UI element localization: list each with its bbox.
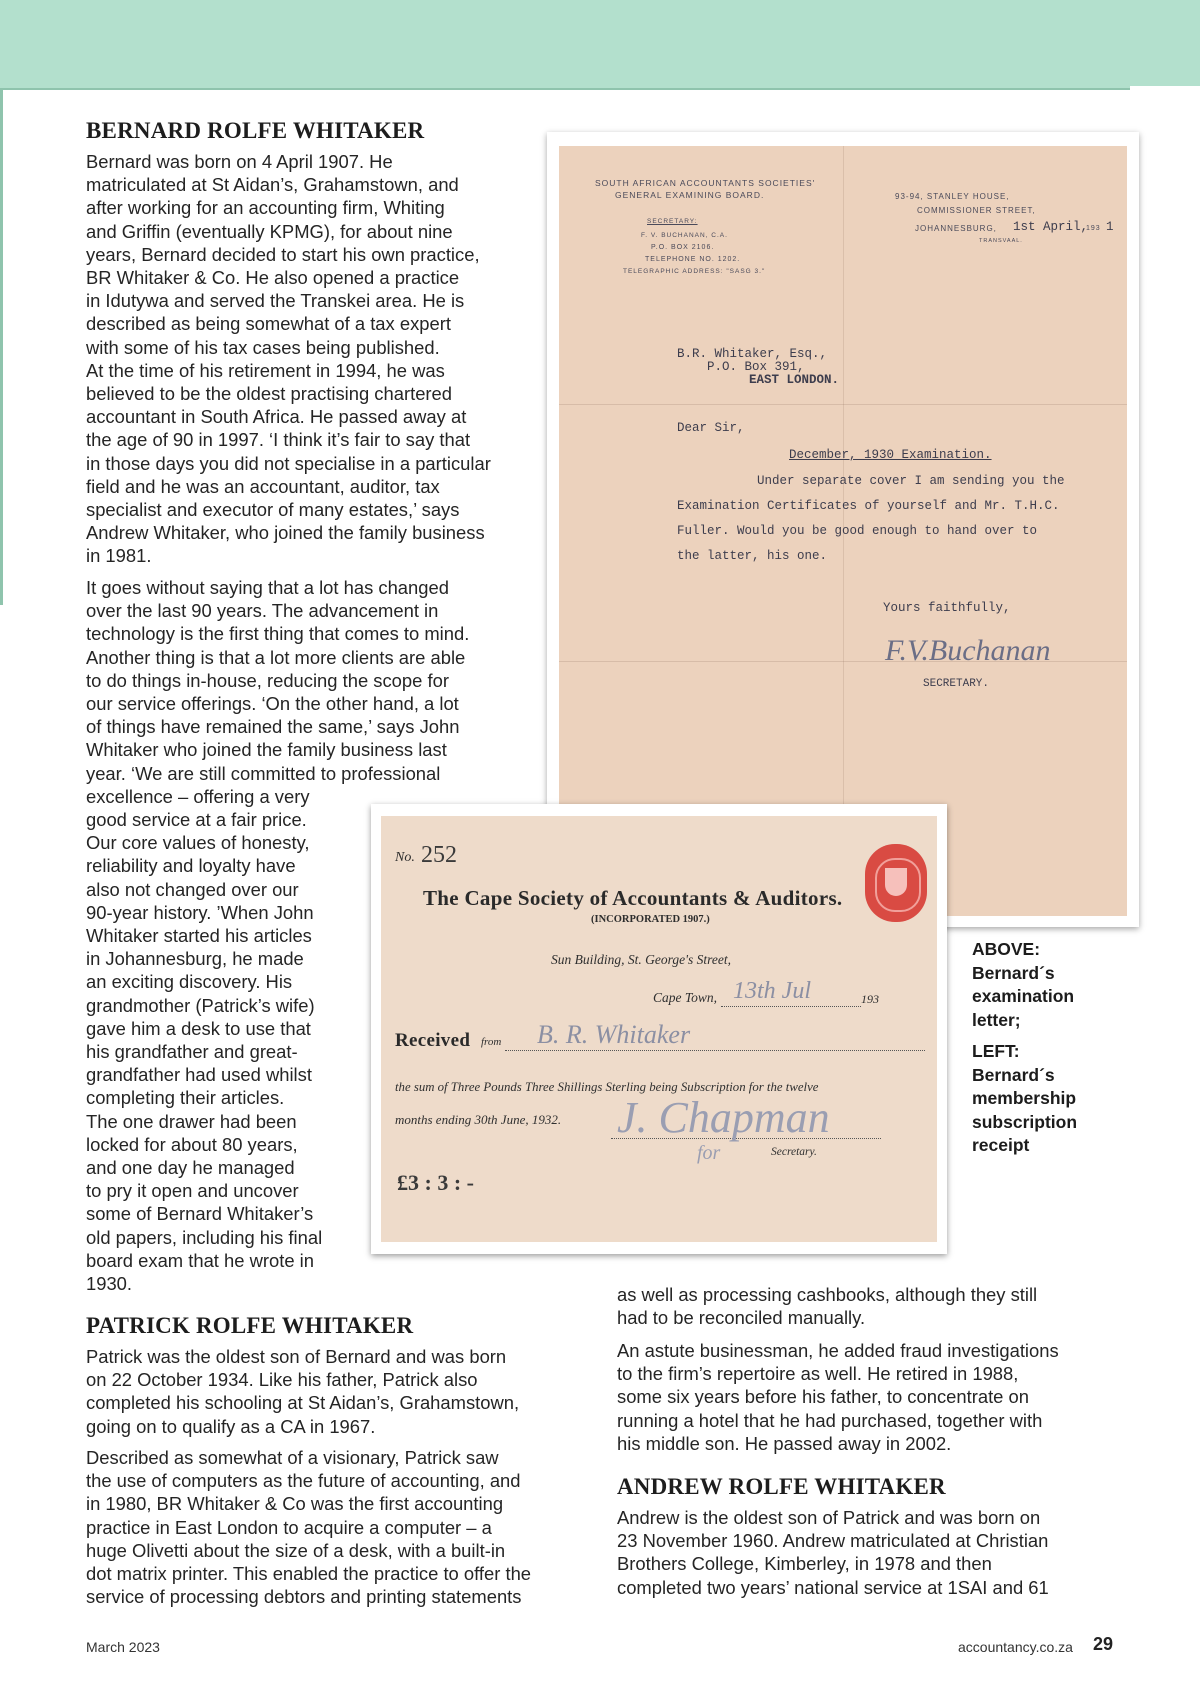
letter-addr-province: TRANSVAAL.	[979, 238, 1023, 244]
heading-patrick: PATRICK ROLFE WHITAKER	[86, 1313, 414, 1338]
text-line: technology is the first thing that comes to mind.	[86, 623, 470, 645]
paragraph-andrew-1	[617, 1506, 1049, 1599]
receipt-sum-line: the sum of Three Pounds Three Shillings Sterling being Subscription for the twelve	[395, 1080, 819, 1094]
text-line: 90-year history. ’When John	[86, 901, 314, 923]
text-line: grandmother (Patrick’s wife)	[86, 994, 315, 1016]
text-line: specialist and executor of many estates,’ says	[86, 499, 460, 521]
text-line: Bernard´s	[972, 962, 1055, 983]
text-line: running a hotel that he had purchased, together with	[617, 1409, 1043, 1431]
red-revenue-stamp	[865, 844, 927, 922]
text-line: year. ‘We are still committed to professional	[86, 762, 441, 784]
letter-recipient-line1: B.R. Whitaker, Esq.,	[677, 347, 828, 361]
paragraph-patrick-3	[617, 1283, 1037, 1329]
text-line: over the last 90 years. The advancement in	[86, 600, 439, 622]
text-line: to pry it open and uncover	[86, 1180, 299, 1202]
text-line: Andrew Whitaker, who joined the family business	[86, 522, 485, 544]
receipt-number-prefix: No.	[395, 850, 415, 865]
text-line: good service at a fair price.	[86, 809, 307, 831]
text-line: some of Bernard Whitaker’s	[86, 1203, 314, 1225]
subscription-receipt-photo	[371, 804, 947, 1254]
letter-date-year-prefix: 193	[1086, 225, 1101, 232]
text-line: as well as processing cashbooks, although they still	[617, 1284, 1038, 1305]
letter-secretary-name: F. V. BUCHANAN, C.A.	[641, 232, 728, 239]
letter-date-year-suffix: 1	[1106, 220, 1114, 234]
text-line: Patrick was the oldest son of Bernard and was born	[86, 1346, 507, 1367]
left-margin-rule	[0, 90, 3, 605]
letter-signature: F.V.Buchanan	[885, 634, 1051, 667]
receipt-year-prefix: 193	[861, 992, 879, 1006]
receipt-signature-handwritten: J. Chapman	[617, 1093, 830, 1142]
text-line: old papers, including his final	[86, 1226, 323, 1248]
text-line: and one day he managed	[86, 1157, 295, 1179]
caption-left-text	[972, 1064, 1077, 1158]
text-line: Brothers College, Kimberley, in 1978 and then	[617, 1553, 992, 1575]
caption-above-label: ABOVE:	[972, 939, 1041, 959]
text-line: in Johannesburg, he made	[86, 948, 304, 970]
text-line: in 1981.	[86, 545, 152, 567]
letter-telephone: TELEPHONE NO. 1202.	[645, 256, 741, 263]
letter-body-line3: Fuller. Would you be good enough to hand over to	[677, 524, 1038, 538]
text-line: Our core values of honesty,	[86, 832, 310, 854]
text-line: Whitaker who joined the family business last	[86, 739, 447, 761]
text-line: practice in East London to acquire a computer – a	[86, 1516, 492, 1538]
text-line: Bernard´s	[972, 1064, 1055, 1085]
receipt-months-line: months ending 30th June, 1932.	[395, 1112, 562, 1127]
text-line: the age of 90 in 1997. ‘I think it’s fair to say that	[86, 429, 471, 451]
text-line: locked for about 80 years,	[86, 1133, 298, 1155]
letter-addr-city: JOHANNESBURG,	[915, 224, 997, 233]
text-line: BR Whitaker & Co. He also opened a practice	[86, 267, 460, 289]
text-line: service of processing debtors and printing statements	[86, 1586, 522, 1608]
caption-above-text	[972, 962, 1074, 1033]
text-line: matriculated at St Aidan’s, Grahamstown, and	[86, 174, 459, 196]
stamp-crest-icon	[885, 868, 907, 896]
text-line: completing their articles.	[86, 1087, 285, 1109]
letter-secretary-label: SECRETARY:	[647, 218, 698, 225]
caption-left	[972, 1040, 1077, 1158]
text-line: An astute businessman, he added fraud investigations	[617, 1340, 1059, 1361]
letter-org-line2: GENERAL EXAMINING BOARD.	[615, 190, 765, 200]
text-line: completed his schooling at St Aidan’s, Grahamstown,	[86, 1392, 520, 1414]
paragraph-patrick-4	[617, 1339, 1059, 1455]
text-line: Bernard was born on 4 April 1907. He	[86, 151, 393, 172]
text-line: believed to be the oldest practising chartered	[86, 383, 452, 405]
letter-addr-line2: COMMISSIONER STREET,	[917, 206, 1036, 215]
text-line: of things have remained the same,’ says John	[86, 716, 460, 738]
paragraph-bernard-1	[86, 150, 491, 568]
text-line: 1930.	[86, 1273, 133, 1295]
text-line: Andrew is the oldest son of Patrick and was born on	[617, 1507, 1041, 1528]
text-line: letter;	[972, 1009, 1021, 1030]
header-band-rule	[0, 88, 1130, 90]
receipt-payer-line	[505, 1050, 925, 1051]
letter-signoff-title: SECRETARY.	[923, 678, 990, 690]
receipt-from-label: from	[481, 1036, 502, 1048]
letter-po-box: P.O. BOX 2106.	[651, 244, 715, 251]
text-line: excellence – offering a very	[86, 785, 310, 807]
letter-salutation: Dear Sir,	[677, 421, 745, 435]
text-line: grandfather had used whilst	[86, 1064, 312, 1086]
receipt-address: Sun Building, St. George's Street,	[551, 952, 731, 967]
header-band-extension	[1130, 0, 1200, 86]
receipt-amount: £3 : 3 : -	[397, 1170, 474, 1195]
text-line: with some of his tax cases being published.	[86, 336, 440, 358]
text-line: his grandfather and great-	[86, 1041, 298, 1063]
receipt-received-label: Received	[395, 1030, 471, 1051]
text-line: also not changed over our	[86, 878, 299, 900]
text-line: and Griffin (eventually KPMG), for about nine	[86, 220, 453, 242]
text-line: in Idutywa and served the Transkei area. He is	[86, 290, 465, 312]
receipt-city: Cape Town,	[653, 990, 718, 1005]
text-line: subscription	[972, 1111, 1078, 1132]
text-line: Described as somewhat of a visionary, Patrick saw	[86, 1447, 499, 1468]
text-line: on 22 October 1934. Like his father, Patrick also	[86, 1369, 478, 1391]
text-line: Whitaker started his articles	[86, 925, 312, 947]
receipt-payer-handwritten: B. R. Whitaker	[537, 1020, 691, 1049]
text-line: to do things in-house, reducing the scope for	[86, 669, 449, 691]
letter-body-line2: Examination Certificates of yourself and Mr. T.H.C.	[677, 499, 1060, 513]
text-line: in 1980, BR Whitaker & Co was the first accounting	[86, 1493, 504, 1515]
text-line: after working for an accounting firm, Whiting	[86, 197, 445, 219]
text-line: accountant in South Africa. He passed away at	[86, 406, 467, 428]
letter-org-line1: SOUTH AFRICAN ACCOUNTANTS SOCIETIES'	[595, 178, 816, 188]
receipt-incorporated: (INCORPORATED 1907.)	[591, 914, 710, 925]
letter-telegraphic: TELEGRAPHIC ADDRESS: "SASG 3."	[623, 268, 766, 275]
text-line: reliability and loyalty have	[86, 855, 296, 877]
caption-left-label: LEFT:	[972, 1041, 1020, 1061]
receipt-date-line	[721, 1006, 861, 1007]
text-line: gave him a desk to use that	[86, 1017, 311, 1039]
letter-date: 1st April,	[1013, 220, 1089, 234]
text-line: huge Olivetti about the size of a desk, with a built-in	[86, 1539, 506, 1561]
text-line: dot matrix printer. This enabled the practice to offer the	[86, 1563, 532, 1585]
letter-addr-line1: 93-94, STANLEY HOUSE,	[895, 192, 1010, 201]
receipt-number: 252	[421, 842, 457, 868]
text-line: receipt	[972, 1135, 1030, 1155]
footer-website: accountancy.co.za	[958, 1639, 1073, 1655]
text-line: in those days you did not specialise in a particular	[86, 452, 491, 474]
heading-andrew: ANDREW ROLFE WHITAKER	[617, 1474, 946, 1499]
paragraph-patrick-1	[86, 1345, 519, 1438]
text-line: his middle son. He passed away in 2002.	[617, 1432, 952, 1454]
text-line: an exciting discovery. His	[86, 971, 293, 993]
text-line: to the firm’s repertoire as well. He retired in 1988,	[617, 1363, 1019, 1385]
letter-recipient-line2: P.O. Box 391,	[707, 360, 805, 374]
receipt-paper	[381, 816, 937, 1242]
paragraph-patrick-2	[86, 1446, 531, 1608]
text-line: membership	[972, 1088, 1077, 1108]
caption-above	[972, 938, 1074, 1032]
text-line: 23 November 1960. Andrew matriculated at Christian	[617, 1530, 1049, 1552]
letter-paper	[559, 146, 1127, 916]
text-line: board exam that he wrote in	[86, 1249, 314, 1271]
letter-subject: December, 1930 Examination.	[789, 448, 992, 462]
text-line: completed two years’ national service at 1SAI and 61	[617, 1576, 1049, 1598]
footer-date: March 2023	[86, 1639, 160, 1655]
text-line: described as being somewhat of a tax expert	[86, 313, 451, 335]
text-line: At the time of his retirement in 1994, he was	[86, 359, 445, 381]
letter-recipient-line3: EAST LONDON.	[749, 373, 840, 387]
letter-body-line4: the latter, his one.	[677, 549, 828, 563]
heading-bernard: BERNARD ROLFE WHITAKER	[86, 118, 425, 143]
receipt-secretary-label: Secretary.	[771, 1146, 817, 1158]
page-number: 29	[1093, 1634, 1114, 1654]
text-line: field and he was an accountant, auditor, tax	[86, 475, 440, 497]
receipt-signature-for: for	[697, 1142, 721, 1164]
letter-body-line1: Under separate cover I am sending you the	[757, 474, 1065, 488]
letter-closing: Yours faithfully,	[883, 601, 1011, 615]
text-line: Another thing is that a lot more clients are able	[86, 646, 466, 668]
text-line: It goes without saying that a lot has changed	[86, 577, 449, 598]
text-line: some six years before his father, to concentrate on	[617, 1386, 1029, 1408]
text-line: examination	[972, 986, 1075, 1006]
text-line: going on to qualify as a CA in 1967.	[86, 1415, 376, 1437]
text-line: The one drawer had been	[86, 1110, 297, 1132]
text-line: our service offerings. ‘On the other hand, a lot	[86, 693, 459, 715]
header-band	[0, 0, 1130, 88]
text-line: years, Bernard decided to start his own practice,	[86, 243, 480, 265]
text-line: had to be reconciled manually.	[617, 1307, 866, 1329]
receipt-date-handwritten: 13th Jul	[733, 978, 811, 1004]
receipt-title: The Cape Society of Accountants & Auditors.	[423, 886, 843, 910]
text-line: the use of computers as the future of accounting, and	[86, 1470, 521, 1492]
